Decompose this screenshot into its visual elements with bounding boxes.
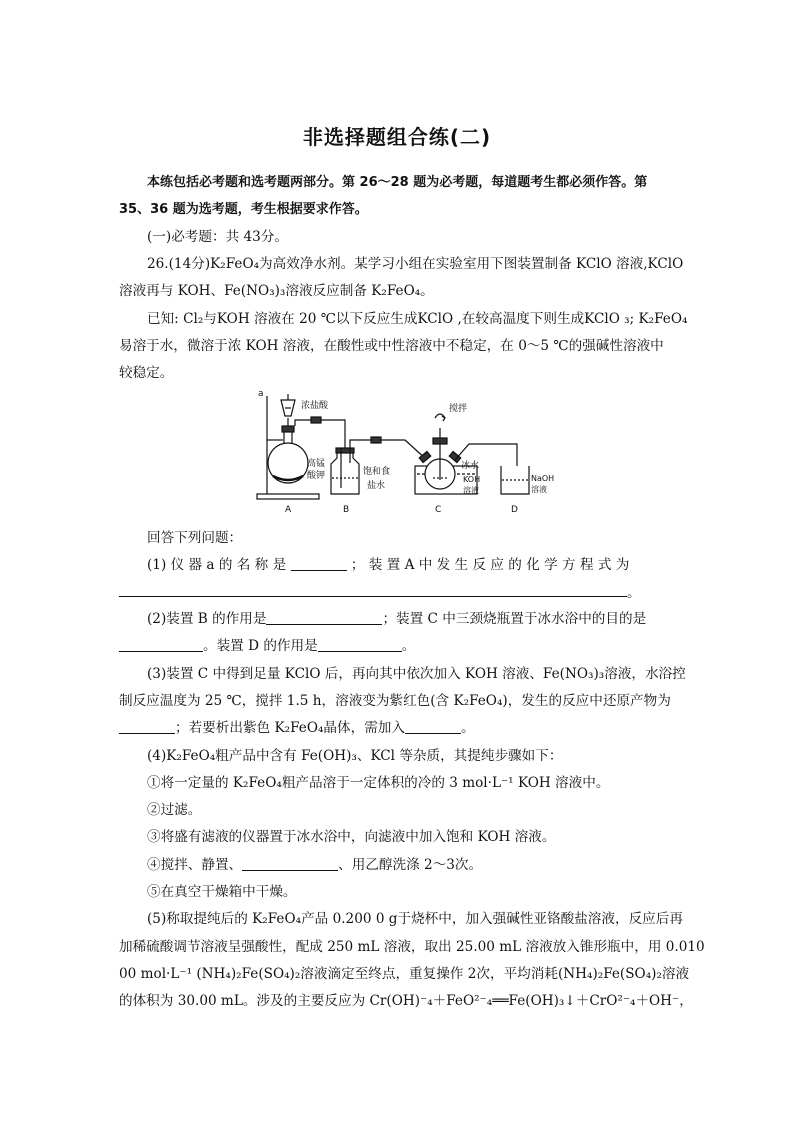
label-saltwater-2: 盐水 bbox=[367, 481, 386, 491]
section-required: (一)必考题：共 43分。 bbox=[147, 229, 288, 245]
sub3-line3b: 。 bbox=[460, 720, 475, 736]
sub2-end: 。 bbox=[401, 638, 416, 654]
sub2-part2: ；装置 C 中三颈烧瓶置于冰水浴中的目的是 bbox=[382, 611, 647, 627]
label-naoh-2: 溶液 bbox=[531, 485, 547, 494]
sub5-line-2: 加稀硫酸调节溶液呈强酸性，配成 250 mL 溶液，取出 25.00 mL 溶液放入锥形瓶中，用 0.010 bbox=[119, 939, 705, 955]
sub5-line-4: 的体积为 30.00 mL。涉及的主要反应为 Cr(OH)⁻₄＋FeO²⁻₄══Fe(OH)₃↓＋CrO²⁻₄＋OH⁻， bbox=[119, 993, 693, 1009]
label-B: B bbox=[343, 505, 350, 515]
label-koh-1: KOH bbox=[463, 475, 481, 484]
sub2-line-2 bbox=[119, 633, 675, 660]
sub1-part1: (1) 仪 器 a 的 名 称 是 bbox=[147, 557, 287, 573]
label-kmno4-1: 高锰 bbox=[307, 459, 326, 469]
sub5-line-1: (5)称取提纯后的 K₂FeO₄产品 0.200 0 g于烧杯中，加入强碱性亚铬酸盐溶液，反应后再 bbox=[147, 911, 683, 927]
label-kmno4-2: 酸钾 bbox=[307, 471, 326, 481]
sub3-line-1: (3)装置 C 中得到足量 KClO 后，再向其中依次加入 KOH 溶液、Fe(NO₃)₃溶液，水浴控 bbox=[147, 666, 686, 682]
sub4-step-4 bbox=[119, 852, 675, 879]
sub2-part1: (2)装置 B 的作用是 bbox=[147, 611, 267, 627]
blank-3-2[interactable] bbox=[405, 719, 461, 734]
label-saltwater-1: 饱和食 bbox=[363, 467, 391, 477]
sub2-part3: 。装置 D 的作用是 bbox=[203, 638, 318, 654]
stand-base bbox=[257, 494, 319, 499]
blank-2-2[interactable] bbox=[119, 637, 203, 652]
label-D: D bbox=[511, 505, 518, 515]
apparatus-diagram bbox=[255, 388, 575, 518]
q26-line-2: 溶液再与 KOH、Fe(NO₃)₃溶液反应制备 K₂FeO₄。 bbox=[119, 283, 434, 299]
answer-prompt: 回答下列问题： bbox=[147, 530, 243, 546]
intro-line-1: 本练包括必考题和选考题两部分。第 26～28 题为必考题，每道题考生都必须作答。第 bbox=[147, 175, 648, 190]
tube-b-c bbox=[350, 440, 427, 460]
tube-a-b bbox=[295, 420, 345, 450]
blank-1-2[interactable] bbox=[119, 596, 627, 597]
sub4-step-2: ②过滤。 bbox=[147, 802, 202, 818]
sub4-step-5: ⑤在真空干燥箱中干燥。 bbox=[147, 884, 297, 900]
sub4-step4b: 、用乙醇洗涤 2～3次。 bbox=[338, 857, 483, 873]
sub4-step-3: ③将盛有滤液的仪器置于冰水浴中，向滤液中加入饱和 KOH 溶液。 bbox=[147, 829, 556, 845]
q26-line-1: 26.(14分)K₂FeO₄为高效净水剂。某学习小组在实验室用下图装置制备 KClO 溶液,KClO bbox=[147, 256, 684, 272]
label-A: A bbox=[285, 505, 292, 515]
bottle-b bbox=[331, 452, 359, 494]
label-a: a bbox=[258, 389, 264, 399]
blank-4-1[interactable] bbox=[242, 856, 338, 871]
sub5-line-3: 00 mol·L⁻¹ (NH₄)₂Fe(SO₄)₂溶液滴定至终点，重复操作 2次，平均消耗(NH₄)₂Fe(SO₄)₂溶液 bbox=[119, 966, 690, 982]
blank-1-1[interactable] bbox=[291, 556, 347, 571]
sub1-part2: ； 装 置 A 中 发 生 反 应 的 化 学 方 程 式 为 bbox=[350, 557, 630, 573]
sub3-line-3 bbox=[119, 715, 675, 742]
blank-2-1[interactable] bbox=[266, 610, 382, 625]
page-title: 非选择题组合练(二) bbox=[302, 125, 492, 149]
label-stir: 搅拌 bbox=[449, 404, 468, 414]
label-C: C bbox=[435, 505, 442, 515]
sub4-step-1: ①将一定量的 K₂FeO₄粗产品溶于一定体积的冷的 3 mol·L⁻¹ KOH 溶液中。 bbox=[147, 775, 610, 791]
sub3-line-2: 制反应温度为 25 ℃，搅拌 1.5 h，溶液变为紫红色(含 K₂FeO₄)，发生的反应中还原产物为 bbox=[119, 693, 671, 709]
sub1-end: 。 bbox=[627, 585, 641, 601]
sub1-line bbox=[119, 552, 675, 579]
label-conc-hcl: 浓盐酸 bbox=[301, 401, 329, 411]
label-koh-2: 溶液 bbox=[463, 486, 479, 495]
sub4-line-1: (4)K₂FeO₄粗产品中含有 Fe(OH)₃、KCl 等杂质，其提纯步骤如下： bbox=[147, 748, 563, 764]
known-line-3: 较稳定。 bbox=[119, 365, 174, 381]
intro-line-2: 35、36 题为选考题，考生根据要求作答。 bbox=[119, 202, 368, 217]
known-line-2: 易溶于水，微溶于浓 KOH 溶液，在酸性或中性溶液中不稳定，在 0～5 ℃的强碱性溶液中 bbox=[119, 338, 664, 354]
blank-3-1[interactable] bbox=[119, 719, 175, 734]
known-line-1: 已知: Cl₂与KOH 溶液在 20 ℃以下反应生成KClO ,在较高温度下则生成KClO ₃; K₂FeO₄ bbox=[147, 311, 688, 327]
label-naoh-1: NaOH bbox=[531, 474, 555, 483]
blank-2-3[interactable] bbox=[318, 637, 402, 652]
label-icewater: 冰水 bbox=[461, 461, 480, 471]
sub3-line3a: ；若要析出紫色 K₂FeO₄晶体，需加入 bbox=[175, 720, 405, 736]
sub2-line-1 bbox=[119, 606, 675, 633]
sub4-step4a: ④搅拌、静置、 bbox=[147, 857, 243, 873]
